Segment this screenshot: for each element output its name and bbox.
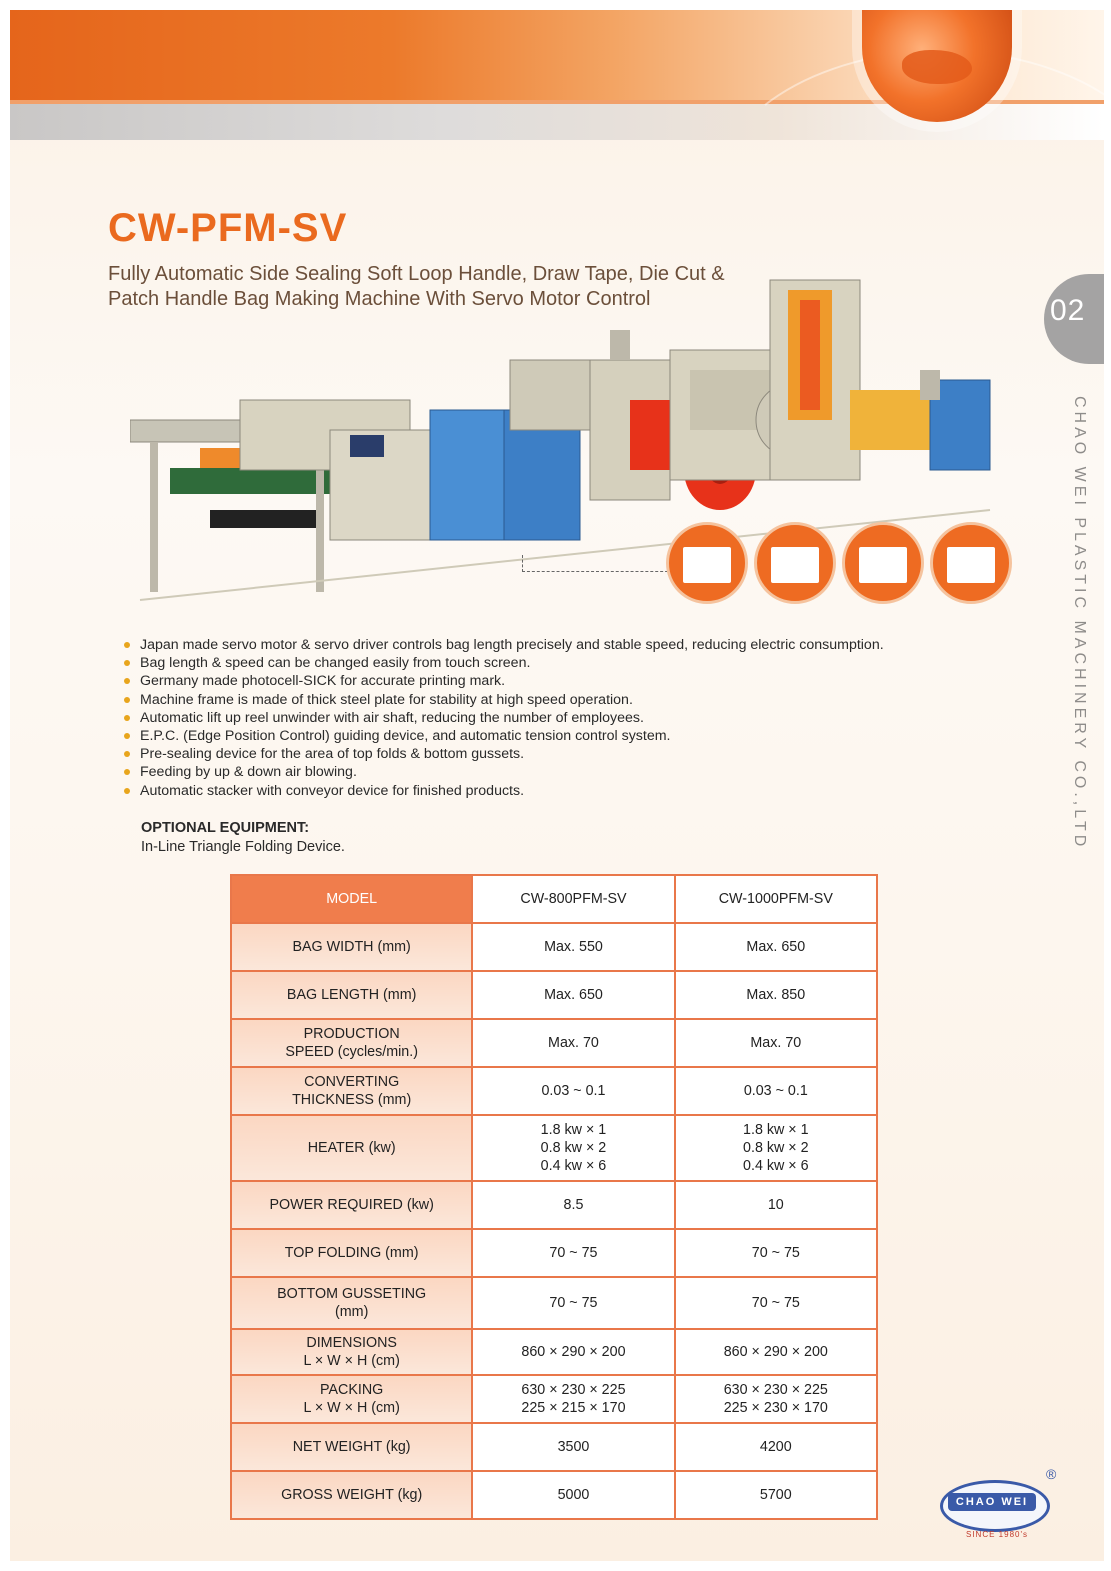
subtitle-line-2: Patch Handle Bag Making Machine With Servo Motor Control [108, 288, 651, 310]
table-row [231, 1181, 877, 1229]
spec-label [231, 1277, 472, 1329]
specification-table [230, 874, 878, 1520]
cell-line: HEATER (kw) [307, 1140, 396, 1156]
cell-line: PACKING [320, 1382, 384, 1398]
optional-equipment-text: In-Line Triangle Folding Device. [141, 839, 345, 855]
connector-line [522, 555, 673, 572]
table-row [231, 1115, 877, 1181]
cell-line: 5700 [759, 1487, 792, 1503]
table-row [231, 1277, 877, 1329]
spec-value-model-2 [675, 923, 877, 971]
spec-value-model-1 [472, 971, 674, 1019]
cell-line: 8.5 [563, 1197, 584, 1213]
bag-type-icons [666, 522, 1016, 612]
spec-value-model-1 [472, 1067, 674, 1115]
spec-value-model-1 [472, 1115, 674, 1181]
feature-item: Germany made photocell-SICK for accurate printing mark. [122, 672, 1022, 690]
cell-line: Max. 650 [746, 939, 806, 955]
cell-line: 0.03 ~ 0.1 [541, 1083, 606, 1099]
spec-label [231, 1471, 472, 1519]
spec-value-model-2 [675, 1375, 877, 1423]
table-row [231, 1471, 877, 1519]
spec-value-model-1 [472, 1181, 674, 1229]
header-model-1: CW-800PFM-SV [472, 875, 674, 923]
bullet-icon [124, 769, 130, 775]
table-row [231, 1229, 877, 1277]
header-label: MODEL [231, 875, 472, 923]
spec-label [231, 971, 472, 1019]
cell-line: (mm) [334, 1304, 369, 1320]
feature-item: Bag length & speed can be changed easily from touch screen. [122, 654, 1022, 672]
cell-line: 5000 [557, 1487, 590, 1503]
cell-line: THICKNESS (mm) [292, 1092, 412, 1108]
cell-line: 3500 [557, 1439, 590, 1455]
table-row [231, 1375, 877, 1423]
page-number: 02 [1050, 294, 1086, 327]
cell-line: Max. 550 [544, 939, 603, 955]
bullet-icon [124, 697, 130, 703]
spec-value-model-1 [472, 1277, 674, 1329]
spec-value-model-2 [675, 1067, 877, 1115]
cell-line: 0.4 kw × 6 [743, 1158, 809, 1174]
company-logo [934, 1466, 1062, 1540]
bullet-icon [124, 715, 130, 721]
cell-line: BAG WIDTH (mm) [292, 939, 411, 955]
spec-label [231, 1423, 472, 1471]
cell-line: L × W × H (cm) [303, 1400, 400, 1416]
cell-line: 0.03 ~ 0.1 [743, 1083, 808, 1099]
cell-line: Max. 70 [750, 1035, 802, 1051]
spec-value-model-2 [675, 1329, 877, 1375]
cell-line: BAG LENGTH (mm) [286, 987, 417, 1003]
header-model-2: CW-1000PFM-SV [675, 875, 877, 923]
cell-line: GROSS WEIGHT (kg) [281, 1487, 423, 1503]
cell-line: 1.8 kw × 1 [743, 1122, 809, 1138]
spec-value-model-1 [472, 1471, 674, 1519]
spec-label [231, 1181, 472, 1229]
draw-tape-bag-icon [754, 522, 836, 604]
cell-line: PRODUCTION [303, 1026, 400, 1042]
model-title: CW-PFM-SV [108, 206, 348, 250]
bullet-icon [124, 733, 130, 739]
company-name-vertical: CHAO WEI PLASTIC MACHINERY CO.,LTD [1071, 396, 1088, 851]
spec-value-model-2 [675, 1471, 877, 1519]
bullet-icon [124, 788, 130, 794]
cell-line: L × W × H (cm) [303, 1353, 400, 1369]
cell-line: 860 × 290 × 200 [521, 1344, 626, 1360]
cell-line: BOTTOM GUSSETING [277, 1286, 427, 1302]
bag-shape [683, 547, 731, 583]
feature-item: E.P.C. (Edge Position Control) guiding device, and automatic tension control system. [122, 727, 1022, 745]
spec-value-model-1 [472, 923, 674, 971]
optional-equipment-title: OPTIONAL EQUIPMENT: [141, 820, 310, 836]
spec-value-model-2 [675, 1277, 877, 1329]
logo-name: CHAO WEI [948, 1493, 1036, 1511]
spec-value-model-2 [675, 1181, 877, 1229]
table-row [231, 971, 877, 1019]
cell-line: TOP FOLDING (mm) [284, 1245, 419, 1261]
bag-shape [859, 547, 907, 583]
bullet-icon [124, 678, 130, 684]
cell-line: POWER REQUIRED (kw) [269, 1197, 434, 1213]
cell-line: Max. 650 [544, 987, 603, 1003]
feature-list [122, 636, 1022, 800]
spec-value-model-2 [675, 1423, 877, 1471]
spec-label [231, 923, 472, 971]
cell-line: 630 × 230 × 225 [521, 1382, 626, 1398]
cell-line: 0.8 kw × 2 [743, 1140, 809, 1156]
die-cut-handle-bag-icon [842, 522, 924, 604]
table-row [231, 1067, 877, 1115]
cell-line: 70 ~ 75 [549, 1295, 598, 1311]
spec-label [231, 1067, 472, 1115]
spec-value-model-2 [675, 1229, 877, 1277]
spec-value-model-1 [472, 1229, 674, 1277]
soft-loop-handle-bag-icon [666, 522, 748, 604]
spec-value-model-2 [675, 1019, 877, 1067]
logo-since: SINCE 1980's [966, 1530, 1028, 1539]
cell-line: 0.4 kw × 6 [540, 1158, 607, 1174]
spec-value-model-1 [472, 1329, 674, 1375]
spec-label [231, 1229, 472, 1277]
table-row [231, 1329, 877, 1375]
spec-value-model-1 [472, 1375, 674, 1423]
spec-label [231, 1115, 472, 1181]
spec-value-model-1 [472, 1423, 674, 1471]
cell-line: 70 ~ 75 [751, 1295, 800, 1311]
feature-item: Machine frame is made of thick steel plate for stability at high speed operation. [122, 691, 1022, 709]
cell-line: DIMENSIONS [306, 1335, 397, 1351]
spec-label [231, 1329, 472, 1375]
cell-line: CONVERTING [304, 1074, 400, 1090]
cell-line: 70 ~ 75 [751, 1245, 800, 1261]
table-header-row [231, 875, 877, 923]
cell-line: 0.8 kw × 2 [540, 1140, 607, 1156]
cell-line: 1.8 kw × 1 [540, 1122, 607, 1138]
spec-value-model-1 [472, 1019, 674, 1067]
table-row [231, 1423, 877, 1471]
registered-mark: ® [1046, 1466, 1057, 1482]
subtitle-line-1: Fully Automatic Side Sealing Soft Loop Handle, Draw Tape, Die Cut & [108, 263, 725, 285]
cell-line: 630 × 230 × 225 [723, 1382, 828, 1398]
brochure-page [10, 10, 1104, 1561]
cell-line: Max. 850 [746, 987, 806, 1003]
feature-item: Feeding by up & down air blowing. [122, 763, 1022, 781]
bag-shape [947, 547, 995, 583]
cell-line: 10 [767, 1197, 784, 1213]
cell-line: Max. 70 [548, 1035, 599, 1051]
cell-line: 4200 [759, 1439, 792, 1455]
bullet-icon [124, 642, 130, 648]
bullet-icon [124, 751, 130, 757]
feature-item: Japan made servo motor & servo driver controls bag length precisely and stable speed, reducing electric consumption. [122, 636, 1022, 654]
spec-label [231, 1375, 472, 1423]
spec-label [231, 1019, 472, 1067]
table-row [231, 923, 877, 971]
cell-line: 225 × 215 × 170 [521, 1400, 626, 1416]
patch-handle-bag-icon [930, 522, 1012, 604]
spec-value-model-2 [675, 1115, 877, 1181]
cell-line: 860 × 290 × 200 [723, 1344, 828, 1360]
bullet-icon [124, 660, 130, 666]
cell-line: 70 ~ 75 [549, 1245, 598, 1261]
bag-shape [771, 547, 819, 583]
feature-item: Automatic lift up reel unwinder with air shaft, reducing the number of employees. [122, 709, 1022, 727]
globe-land-graphic [902, 50, 972, 84]
feature-item: Automatic stacker with conveyor device for finished products. [122, 782, 1022, 800]
cell-line: NET WEIGHT (kg) [292, 1439, 411, 1455]
cell-line: 225 × 230 × 170 [723, 1400, 828, 1416]
table-row [231, 1019, 877, 1067]
cell-line: SPEED (cycles/min.) [285, 1044, 418, 1060]
feature-item: Pre-sealing device for the area of top folds & bottom gussets. [122, 745, 1022, 763]
spec-value-model-2 [675, 971, 877, 1019]
